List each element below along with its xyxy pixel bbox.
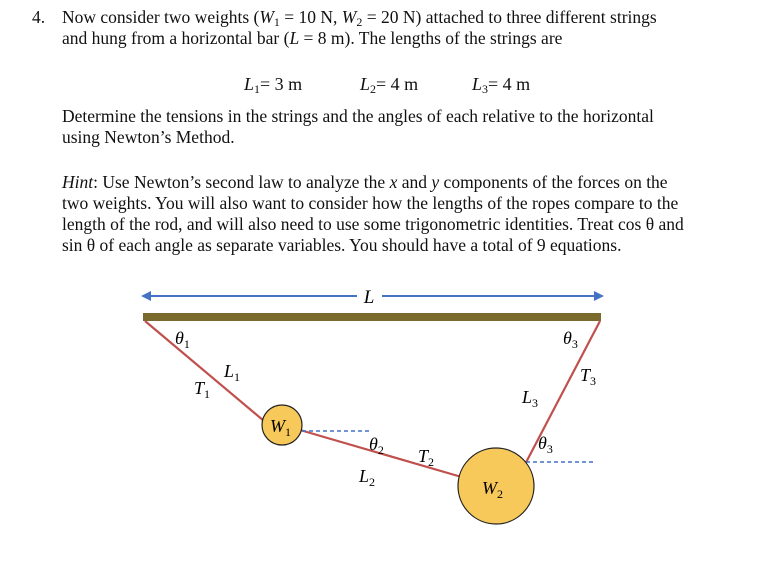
w2-symbol: W: [341, 7, 357, 27]
w2-value: = 20 N) attached to three different strings: [362, 7, 657, 27]
theta3-bottom-label: $\theta_3$: [538, 433, 553, 456]
w1-value: = 10 N,: [279, 7, 342, 27]
hint-line4: sin θ of each angle as separate variables. You should have a total of 9 equations.: [62, 235, 622, 255]
w1-symbol: W: [259, 7, 274, 27]
l3-label: $L_3$: [522, 387, 539, 410]
w1-subscript: 1: [273, 15, 280, 29]
string-1: [145, 321, 264, 421]
length-l1: $L_1= 3$ m: [244, 74, 303, 96]
l1-label: $L_1$: [224, 361, 241, 384]
l2-label: $L_2$: [359, 466, 376, 489]
w2-label: $W_2$: [482, 478, 503, 501]
theta1-label: $\theta_1$: [175, 328, 190, 351]
hint-line3: length of the rod, and will also need to use some trigonometric identities. Treat cos θ and: [62, 214, 684, 234]
hint-line2: two weights. You will also want to consider how the lengths of the ropes compare to the: [62, 193, 679, 213]
length-l3: $L_3= 4$ m: [472, 74, 531, 96]
bar-length-symbol: L: [289, 28, 300, 48]
horizontal-bar: [143, 313, 601, 321]
task-line2: using Newton’s Method.: [62, 127, 235, 147]
t2-label: $T_2$: [418, 446, 435, 469]
bar-length-label: L: [363, 287, 375, 308]
task-line1: Determine the tensions in the strings and the angles of each relative to the horizontal: [62, 106, 654, 126]
w2-subscript: 2: [356, 15, 363, 29]
hint-line1: Hint: Use Newton’s second law to analyze the x and y components of the forces on the: [62, 172, 668, 192]
length-l2: $L_2= 4$ m: [360, 74, 419, 96]
problem-number: 4.: [32, 7, 46, 27]
theta2-label: $\theta_2$: [369, 434, 384, 457]
w1-label: $W_1$: [270, 416, 291, 439]
t1-label: $T_1$: [194, 378, 211, 401]
intro-text-3: = 8 m). The lengths of the strings are: [299, 28, 563, 48]
t3-label: $T_3$: [580, 365, 597, 388]
hint-label: Hint: [62, 172, 94, 192]
intro-text-2: and hung from a horizontal bar (: [62, 28, 290, 48]
intro-text: Now consider two weights (: [62, 7, 260, 27]
theta3-top-label: $\theta_3$: [563, 328, 578, 351]
